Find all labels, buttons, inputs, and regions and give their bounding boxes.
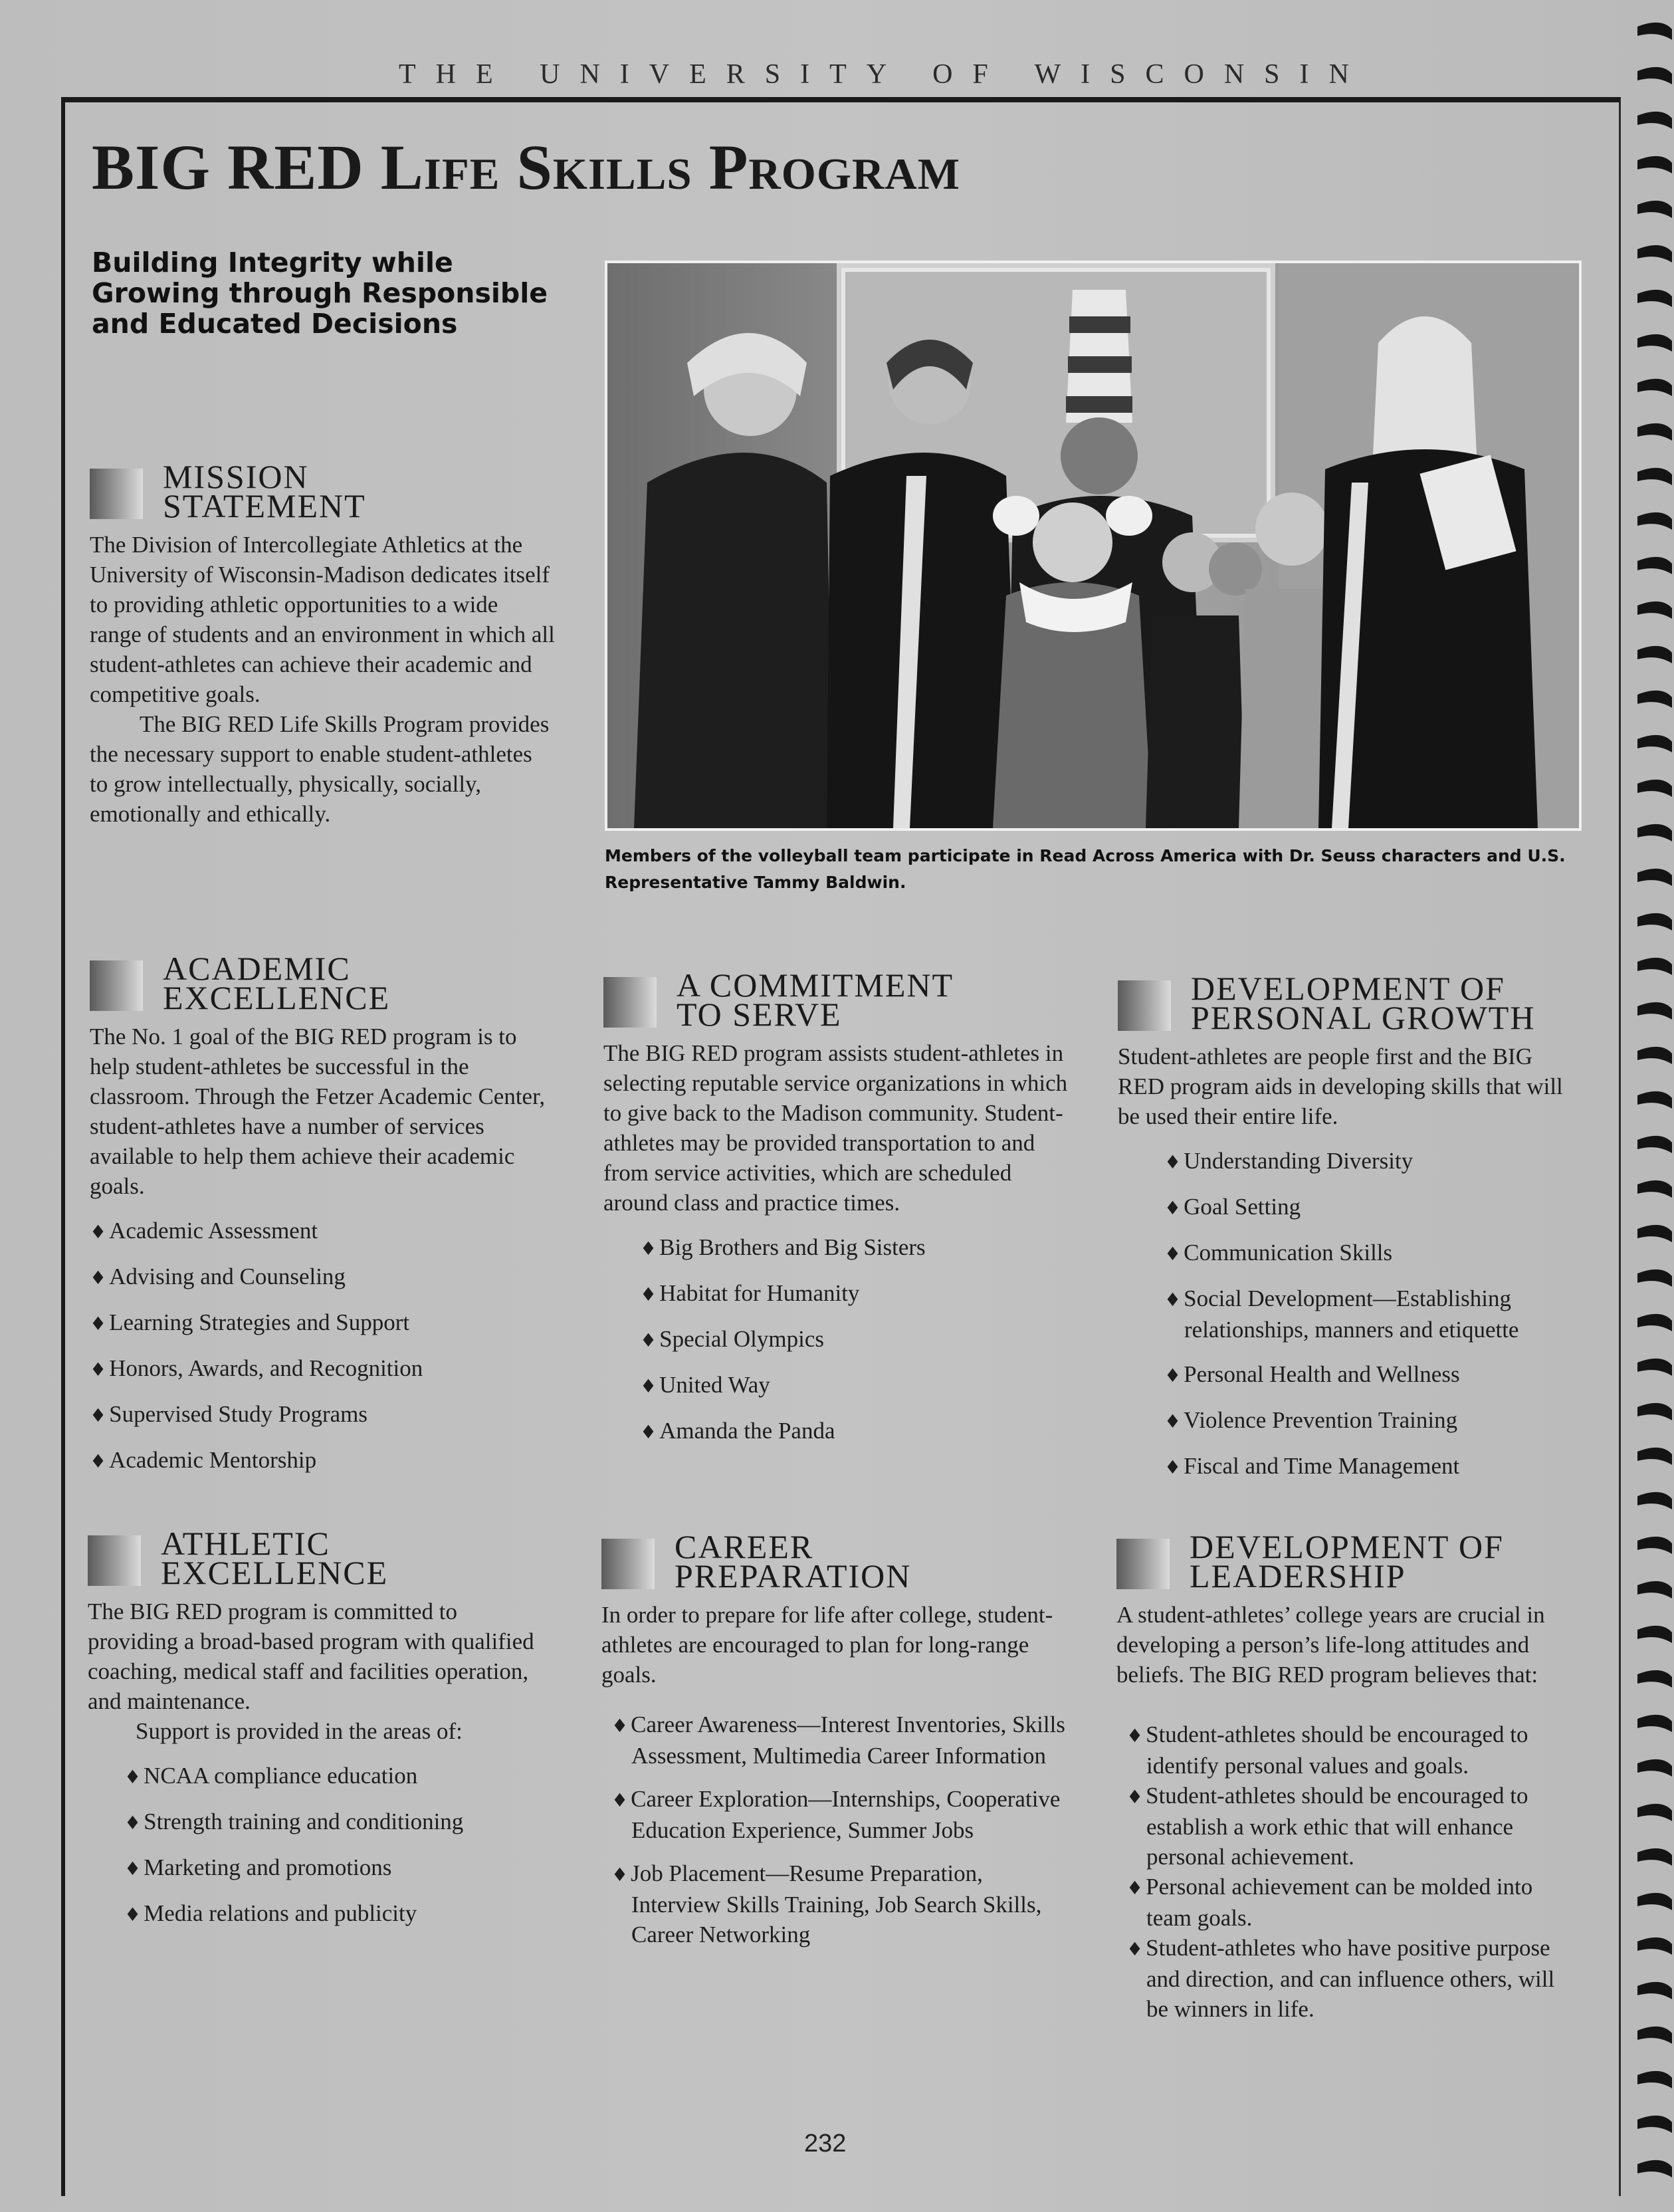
section-bar-icon — [1116, 1539, 1170, 1589]
list-item: ♦ Honors, Awards, and Recognition — [90, 1355, 423, 1381]
diamond-bullet-icon: ♦ — [1164, 1197, 1182, 1219]
spiral-coil — [1637, 691, 1672, 708]
section-header — [1116, 1525, 1575, 1600]
diamond-bullet-icon: ♦ — [90, 1450, 107, 1472]
serve-list — [603, 1232, 1075, 1447]
athletic-list — [88, 1761, 553, 1930]
spiral-coil — [1637, 1759, 1672, 1777]
list-item: ♦ Big Brothers and Big Sisters — [640, 1234, 926, 1260]
academic-title: ACADEMIC EXCELLENCE — [163, 950, 391, 1016]
spiral-coil — [1637, 869, 1672, 886]
growth-title: DEVELOPMENT OF PERSONAL GROWTH — [1191, 970, 1536, 1036]
athletic-title: ATHLETIC EXCELLENCE — [161, 1525, 389, 1591]
spiral-coil — [1637, 1180, 1672, 1198]
spiral-coil — [1637, 1937, 1672, 1955]
spiral-coil — [1637, 156, 1672, 173]
spiral-coil — [1637, 1715, 1672, 1732]
spiral-coil — [1637, 1982, 1672, 1999]
career-section — [601, 1525, 1067, 1949]
section-header — [88, 1522, 553, 1597]
list-item: ♦ Social Development—Establishing relationships, manners and etiquette — [1164, 1285, 1519, 1343]
mission-title: MISSION STATEMENT — [163, 458, 366, 524]
diamond-bullet-icon: ♦ — [124, 1766, 142, 1788]
leadership-title: DEVELOPMENT OF LEADERSHIP — [1190, 1528, 1504, 1595]
spiral-coil — [1637, 1002, 1672, 1020]
spiral-coil — [1637, 1314, 1672, 1331]
spiral-coil — [1637, 824, 1672, 841]
diamond-bullet-icon: ♦ — [611, 1715, 629, 1737]
section-header — [90, 455, 555, 530]
spiral-coil — [1637, 2160, 1672, 2177]
spiral-coil — [1637, 2027, 1672, 2044]
spiral-coil — [1637, 602, 1672, 619]
section-bar-icon — [90, 469, 143, 519]
growth-list — [1118, 1146, 1583, 1482]
list-item: ♦ Advising and Counseling — [90, 1264, 346, 1289]
spiral-coil — [1637, 334, 1672, 352]
academic-body: The No. 1 goal of the BIG RED program is to help student-athletes be successful in the classroom. Through the Fetzer Academic Center, student-athletes have a number of services available to help them achieve their academic goals. — [90, 1024, 546, 1199]
list-item: ♦ Goal Setting — [1164, 1194, 1301, 1220]
diamond-bullet-icon: ♦ — [124, 1812, 142, 1834]
list-item: ♦ Career Exploration—Internships, Cooperative Education Experience, Summer Jobs — [611, 1786, 1061, 1843]
growth-section — [1118, 967, 1583, 1482]
diamond-bullet-icon: ♦ — [1164, 1289, 1182, 1311]
spiral-binding-icon — [1635, 13, 1674, 2207]
spiral-coil — [1637, 646, 1672, 663]
list-item: ♦ Student-athletes who have positive purpose and direction, and can influence others, will be winners in life. — [1126, 1935, 1555, 2022]
volleyball-team-photo — [605, 261, 1582, 831]
spiral-coil — [1637, 1359, 1672, 1376]
list-item: ♦ Supervised Study Programs — [90, 1401, 367, 1427]
athletic-body: The BIG RED program is committed to providing a broad-based program with qualified coaching, medical staff and facilities operation, and maintenance. — [88, 1599, 534, 1714]
spiral-coil — [1637, 1225, 1672, 1242]
diamond-bullet-icon: ♦ — [640, 1329, 657, 1351]
list-item: ♦ United Way — [640, 1372, 770, 1398]
leadership-list — [1116, 1719, 1575, 2024]
section-header — [1118, 967, 1583, 1042]
diamond-bullet-icon: ♦ — [1164, 1151, 1182, 1173]
diamond-bullet-icon: ♦ — [1164, 1365, 1182, 1386]
spiral-coil — [1637, 780, 1672, 797]
list-item: ♦ Fiscal and Time Management — [1164, 1453, 1460, 1479]
diamond-bullet-icon: ♦ — [90, 1267, 107, 1289]
spiral-coil — [1637, 1136, 1672, 1153]
spiral-coil — [1637, 1537, 1672, 1554]
section-header — [90, 947, 558, 1022]
athletic-section — [88, 1522, 553, 1930]
photo-caption: Members of the volleyball team participate in Read Across America with Dr. Seuss characters and U.S. Representative Tammy Baldwin. — [605, 846, 1566, 892]
list-item: ♦ Understanding Diversity — [1164, 1148, 1413, 1174]
list-item: ♦ Academic Assessment — [90, 1218, 318, 1244]
list-item: ♦ Habitat for Humanity — [640, 1280, 860, 1306]
spiral-coil — [1637, 2116, 1672, 2133]
mission-paragraph-1: The Division of Intercollegiate Athletics at the University of Wisconsin-Madison dedicates itself to providing athletic opportunities to a wide range of students and an environment in which all student-athletes can achieve their academic and competitive goals. — [90, 532, 555, 707]
spiral-coil — [1637, 423, 1672, 441]
diamond-bullet-icon: ♦ — [640, 1283, 657, 1305]
list-item: ♦ Student-athletes should be encouraged to identify personal values and goals. — [1126, 1721, 1528, 1779]
photo-illustration — [607, 263, 1579, 828]
spiral-coil — [1637, 913, 1672, 931]
academic-section — [90, 947, 558, 1476]
diamond-bullet-icon: ♦ — [124, 1858, 142, 1880]
spiral-coil — [1637, 112, 1672, 129]
spiral-coil — [1637, 245, 1672, 263]
list-item: ♦ Special Olympics — [640, 1326, 824, 1352]
spiral-coil — [1637, 1270, 1672, 1287]
section-header — [601, 1525, 1067, 1600]
list-item: ♦ Media relations and publicity — [124, 1900, 417, 1926]
academic-list — [90, 1216, 558, 1476]
leadership-body: A student-athletes’ college years are crucial in developing a person’s life-long attitudes and beliefs. The BIG RED program believes that: — [1116, 1602, 1545, 1688]
list-item: ♦ Job Placement—Resume Preparation, Interview Skills Training, Job Search Skills, Career Networking — [611, 1860, 1042, 1947]
section-bar-icon — [601, 1539, 655, 1589]
list-item: ♦ Personal achievement can be molded into team goals. — [1126, 1874, 1533, 1931]
spiral-coil — [1637, 2071, 1672, 2088]
serve-title: A COMMITMENT TO SERVE — [677, 966, 954, 1033]
running-head: THE UNIVERSITY OF WISCONSIN — [399, 59, 1369, 90]
diamond-bullet-icon: ♦ — [611, 1864, 629, 1886]
spiral-coil — [1637, 1581, 1672, 1599]
section-bar-icon — [1118, 980, 1171, 1031]
diamond-bullet-icon: ♦ — [124, 1904, 142, 1926]
diamond-bullet-icon: ♦ — [1164, 1456, 1182, 1478]
mission-paragraph-2: The BIG RED Life Skills Program provides the necessary support to enable student-athletes to grow intellectually, physically, socially, emotionally and ethically. — [90, 711, 550, 827]
page-number: 232 — [804, 2130, 847, 2157]
serve-body: The BIG RED program assists student-athletes in selecting reputable service organizations in which to give back to the Madison community. Student-athletes may be provided transportation to and from service activities, which are scheduled around class and practice times. — [603, 1040, 1068, 1216]
spiral-coil — [1637, 1492, 1672, 1509]
spiral-coils — [1637, 23, 1672, 2177]
spiral-coil — [1637, 1670, 1672, 1688]
list-item: ♦ Academic Mentorship — [90, 1447, 317, 1473]
page-title: BIG RED Life Skills Program — [92, 132, 960, 203]
list-item: ♦ Student-athletes should be encouraged to establish a work ethic that will enhance personal achievement. — [1126, 1783, 1528, 1870]
diamond-bullet-icon: ♦ — [90, 1359, 107, 1381]
page-subtitle: Building Integrity while Growing through Responsible and Educated Decisions — [92, 247, 548, 340]
diamond-bullet-icon: ♦ — [1126, 1877, 1144, 1899]
spiral-coil — [1637, 958, 1672, 975]
serve-section — [603, 964, 1075, 1447]
spiral-coil — [1637, 1047, 1672, 1064]
spiral-coil — [1637, 201, 1672, 218]
athletic-support-intro: Support is provided in the areas of: — [136, 1718, 463, 1744]
diamond-bullet-icon: ♦ — [1126, 1786, 1144, 1808]
mission-section — [90, 455, 555, 829]
section-bar-icon — [603, 977, 657, 1028]
list-item: ♦ Communication Skills — [1164, 1240, 1393, 1266]
diamond-bullet-icon: ♦ — [611, 1789, 629, 1811]
spiral-coil — [1637, 67, 1672, 84]
spiral-coil — [1637, 290, 1672, 307]
spiral-coil — [1637, 1403, 1672, 1420]
spiral-coil — [1637, 468, 1672, 485]
leadership-section — [1116, 1525, 1575, 2024]
diamond-bullet-icon: ♦ — [1126, 1938, 1144, 1960]
career-list — [601, 1710, 1067, 1949]
spiral-coil — [1637, 1626, 1672, 1643]
list-item: ♦ Marketing and promotions — [124, 1854, 392, 1880]
spiral-coil — [1637, 1091, 1672, 1109]
diamond-bullet-icon: ♦ — [1126, 1725, 1144, 1747]
list-item: ♦ Career Awareness—Interest Inventories, Skills Assessment, Multimedia Career Information — [611, 1712, 1065, 1769]
list-item: ♦ Strength training and conditioning — [124, 1809, 464, 1834]
spiral-coil — [1637, 557, 1672, 574]
diamond-bullet-icon: ♦ — [640, 1421, 657, 1443]
section-header — [603, 964, 1075, 1038]
career-body: In order to prepare for life after college, student-athletes are encouraged to plan for long-range goals. — [601, 1602, 1053, 1688]
spiral-coil — [1637, 512, 1672, 530]
spiral-coil — [1637, 1448, 1672, 1465]
list-item: ♦ Violence Prevention Training — [1164, 1407, 1458, 1433]
section-bar-icon — [88, 1535, 141, 1586]
list-item: ♦ Amanda the Panda — [640, 1418, 835, 1444]
spiral-coil — [1637, 379, 1672, 396]
diamond-bullet-icon: ♦ — [1164, 1243, 1182, 1265]
spiral-coil — [1637, 1893, 1672, 1910]
list-item: ♦ Learning Strategies and Support — [90, 1309, 410, 1335]
diamond-bullet-icon: ♦ — [90, 1221, 107, 1243]
diamond-bullet-icon: ♦ — [640, 1375, 657, 1397]
diamond-bullet-icon: ♦ — [640, 1238, 657, 1260]
spiral-coil — [1637, 1848, 1672, 1866]
spiral-coil — [1637, 23, 1672, 40]
spiral-coil — [1637, 735, 1672, 752]
list-item: ♦ NCAA compliance education — [124, 1763, 418, 1789]
diamond-bullet-icon: ♦ — [90, 1313, 107, 1335]
diamond-bullet-icon: ♦ — [90, 1404, 107, 1426]
section-bar-icon — [90, 960, 143, 1011]
diamond-bullet-icon: ♦ — [1164, 1410, 1182, 1432]
growth-body: Student-athletes are people first and the BIG RED program aids in developing skills that will be used their entire life. — [1118, 1044, 1563, 1129]
list-item: ♦ Personal Health and Wellness — [1164, 1361, 1460, 1387]
career-title: CAREER PREPARATION — [675, 1528, 912, 1595]
spiral-coil — [1637, 1804, 1672, 1821]
